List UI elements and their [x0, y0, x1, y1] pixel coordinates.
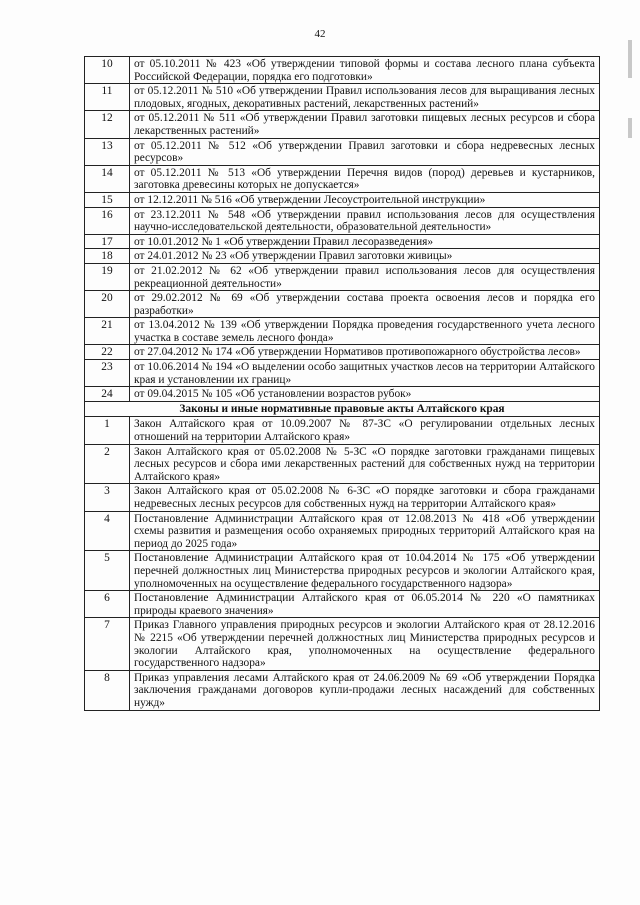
table-row	[85, 444, 600, 484]
row-number: 1	[85, 417, 130, 444]
legal-acts-table	[84, 56, 600, 711]
scan-edge-mark	[628, 40, 632, 78]
row-number: 6	[85, 591, 130, 618]
act-description: от 12.12.2011 № 516 «Об утверждении Лесоустроительной инструкции»	[130, 192, 600, 207]
row-number: 13	[85, 138, 130, 165]
row-number: 5	[85, 551, 130, 591]
row-number: 24	[85, 387, 130, 402]
section-header-row	[85, 401, 600, 417]
table-row	[85, 387, 600, 402]
table-row	[85, 57, 600, 84]
table-row	[85, 138, 600, 165]
row-number: 8	[85, 670, 130, 710]
act-description: от 10.06.2014 № 194 «О выделении особо защитных участков лесов на территории Алтайского края и установлении их границ»	[130, 360, 600, 387]
table-row	[85, 111, 600, 138]
act-description: Постановление Администрации Алтайского края от 10.04.2014 № 175 «Об утверждении перечней должностных лиц Министерства природных ресурсов и экологии Алтайского края, уполномоченных на осуществление федерального государственного надзора»	[130, 551, 600, 591]
act-description: Закон Алтайского края от 05.02.2008 № 5-ЗС «О порядке заготовки гражданами пищевых лесных ресурсов и сбора ими лекарственных растений для собственных нужд на территории Алтайского края»	[130, 444, 600, 484]
table-row	[85, 318, 600, 345]
act-description: Приказ управления лесами Алтайского края от 24.06.2009 № 69 «Об утверждении Порядка заключения гражданами договоров купли-продажи лесных насаждений для собственных нужд»	[130, 670, 600, 710]
table-row	[85, 192, 600, 207]
table-row	[85, 670, 600, 710]
act-description: Приказ Главного управления природных ресурсов и экологии Алтайского края от 28.12.2016 № 2215 «Об утверждении перечней должностных лиц Министерства природных ресурсов и экологии Алтайского края, уполномоченных на осуществление федерального государственного надзора»	[130, 618, 600, 670]
act-description: от 09.04.2015 № 105 «Об установлении возрастов рубок»	[130, 387, 600, 402]
row-number: 2	[85, 444, 130, 484]
table-row	[85, 618, 600, 670]
row-number: 4	[85, 511, 130, 551]
section-title: Законы и иные нормативные правовые акты Алтайского края	[85, 401, 600, 417]
row-number: 14	[85, 165, 130, 192]
table-row	[85, 484, 600, 511]
row-number: 17	[85, 234, 130, 249]
act-description: от 05.12.2011 № 513 «Об утверждении Перечня видов (пород) деревьев и кустарников, заготовка древесины которых не допускается»	[130, 165, 600, 192]
table-row	[85, 291, 600, 318]
row-number: 3	[85, 484, 130, 511]
table-row	[85, 165, 600, 192]
act-description: Закон Алтайского края от 10.09.2007 № 87-ЗС «О регулировании отдельных лесных отношений на территории Алтайского края»	[130, 417, 600, 444]
act-description: от 05.12.2011 № 510 «Об утверждении Правил использования лесов для выращивания лесных плодовых, ягодных, декоративных растений, лекарственных растений»	[130, 84, 600, 111]
table-row	[85, 207, 600, 234]
table-row	[85, 345, 600, 360]
table-row	[85, 360, 600, 387]
act-description: от 10.01.2012 № 1 «Об утверждении Правил лесоразведения»	[130, 234, 600, 249]
table-row	[85, 234, 600, 249]
row-number: 7	[85, 618, 130, 670]
act-description: от 23.12.2011 № 548 «Об утверждении правил использования лесов для осуществления научно-исследовательской деятельности, образовательной деятельности»	[130, 207, 600, 234]
act-description: от 24.01.2012 № 23 «Об утверждении Правил заготовки живицы»	[130, 249, 600, 264]
row-number: 18	[85, 249, 130, 264]
page-number: 42	[314, 28, 326, 40]
table-row	[85, 263, 600, 290]
scan-edge-mark	[628, 118, 632, 138]
row-number: 23	[85, 360, 130, 387]
act-description: от 13.04.2012 № 139 «Об утверждении Порядка проведения государственного учета лесного участка в составе земель лесного фонда»	[130, 318, 600, 345]
table-row	[85, 84, 600, 111]
table-row	[85, 511, 600, 551]
act-description: Постановление Администрации Алтайского края от 06.05.2014 № 220 «О памятниках природы краевого значения»	[130, 591, 600, 618]
row-number: 21	[85, 318, 130, 345]
row-number: 22	[85, 345, 130, 360]
act-description: от 05.12.2011 № 511 «Об утверждении Правил заготовки пищевых лесных ресурсов и сбора лекарственных растений»	[130, 111, 600, 138]
row-number: 15	[85, 192, 130, 207]
row-number: 19	[85, 263, 130, 290]
row-number: 11	[85, 84, 130, 111]
act-description: от 05.12.2011 № 512 «Об утверждении Правил заготовки и сбора недревесных лесных ресурсов»	[130, 138, 600, 165]
act-description: от 21.02.2012 № 62 «Об утверждении правил использования лесов для осуществления рекреационной деятельности»	[130, 263, 600, 290]
table-row	[85, 551, 600, 591]
row-number: 20	[85, 291, 130, 318]
row-number: 12	[85, 111, 130, 138]
table-row	[85, 591, 600, 618]
act-description: от 27.04.2012 № 174 «Об утверждении Нормативов противопожарного обустройства лесов»	[130, 345, 600, 360]
act-description: от 05.10.2011 № 423 «Об утверждении типовой формы и состава лесного плана субъекта Российской Федерации, порядка его подготовки»	[130, 57, 600, 84]
row-number: 16	[85, 207, 130, 234]
legal-acts-table-body	[85, 57, 600, 711]
row-number: 10	[85, 57, 130, 84]
table-row	[85, 249, 600, 264]
act-description: от 29.02.2012 № 69 «Об утверждении состава проекта освоения лесов и порядка его разработки»	[130, 291, 600, 318]
act-description: Постановление Администрации Алтайского края от 12.08.2013 № 418 «Об утверждении схемы развития и размещения особо охраняемых природных территорий Алтайского края на период до 2025 года»	[130, 511, 600, 551]
act-description: Закон Алтайского края от 05.02.2008 № 6-ЗС «О порядке заготовки и сбора гражданами недревесных лесных ресурсов для собственных нужд на территории Алтайского края»	[130, 484, 600, 511]
table-row	[85, 417, 600, 444]
